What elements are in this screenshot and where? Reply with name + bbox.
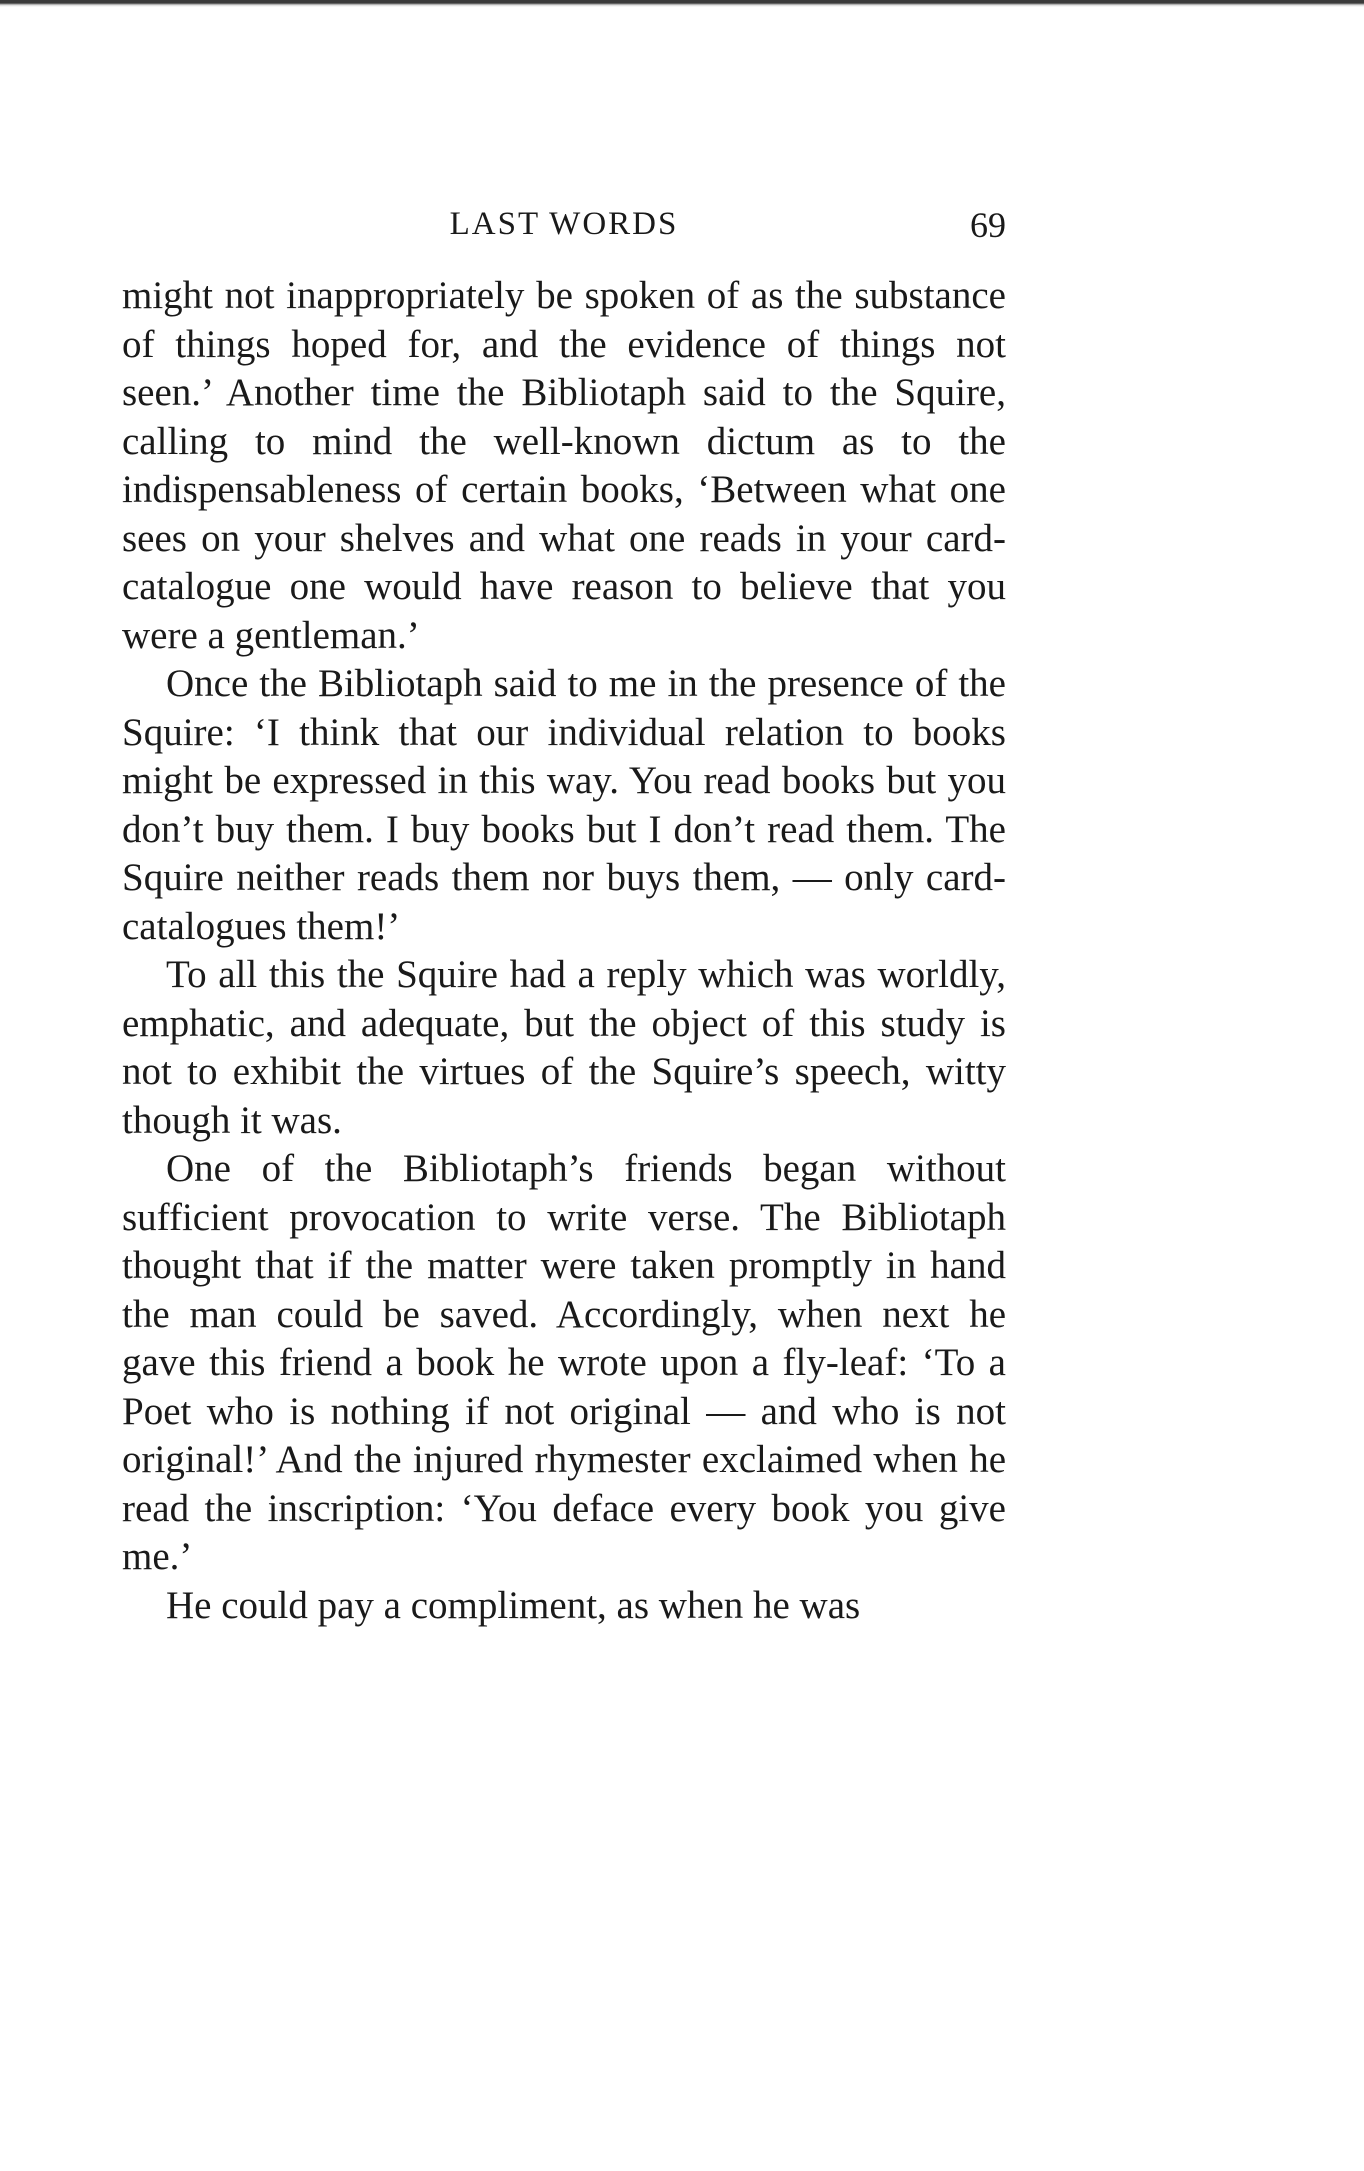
paragraph: One of the Bibliotaph’s friends began without sufficient provocation to write verse. The Bibliotaph thought that if the matter were taken promptly in hand the man could be saved. Accordingly, when next he gave this friend a book he wrote upon a fly-leaf: ‘To a Poet who is nothing if not original — and who is not original!’ And the injured rhymester exclaimed when he read the inscription: ‘You deface every book you give me.’ [122, 1147, 1006, 1578]
paragraph: Once the Bibliotaph said to me in the presence of the Squire: ‘I think that our individual relation to books might be expressed in this way. You read books but you don’t buy them. I buy books but I don’t read them. The Squire neither reads them nor buys them, — only card-catalogues them!’ [122, 662, 1006, 948]
paragraph: To all this the Squire had a reply which was worldly, emphatic, and adequate, but the object of this study is not to exhibit the virtues of the Squire’s speech, witty though it was. [122, 953, 1006, 1142]
paragraph: He could pay a compliment, as when he was [166, 1583, 861, 1627]
paragraph-continuation: might not inappropriately be spoken of as the substance of things hoped for, and the evidence of things not seen.’ Another time the Bibliotaph said to the Squire, calling to mind the well-known dictum as to the indispensableness of certain books, ‘Between what one sees on your shelves and what one reads in your card-catalogue one would have reason to believe that you were a gentleman.’ [122, 274, 1006, 657]
page-top-edge [0, 0, 1364, 7]
page-header [122, 200, 1006, 252]
body-text [122, 272, 1006, 1630]
running-title: LAST WORDS [449, 206, 679, 242]
book-page [122, 200, 1006, 1630]
page-number: 69 [970, 205, 1006, 245]
